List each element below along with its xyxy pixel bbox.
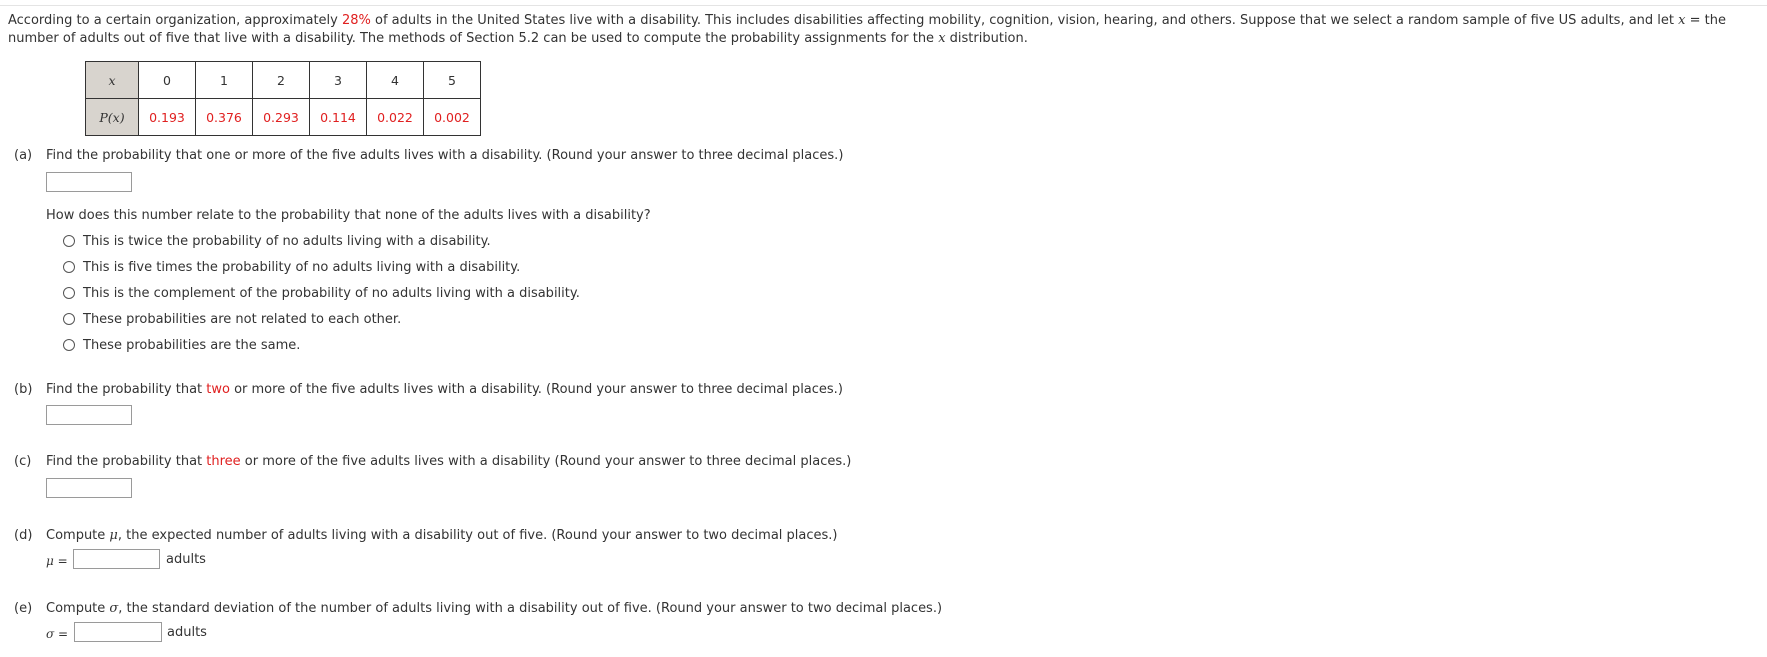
intro-text-4: distribution. (945, 31, 1028, 46)
answer-d-input[interactable] (73, 549, 160, 569)
question-a (14, 148, 843, 163)
problem-intro (8, 12, 1748, 48)
answer-b-input[interactable] (46, 405, 132, 425)
question-b-highlight: two (206, 382, 230, 397)
answer-d-unit: adults (166, 552, 206, 567)
answer-e-unit: adults (167, 625, 207, 640)
question-c-text-end: or more of the five adults lives with a disability (Round your answer to three decimal places.) (240, 454, 852, 469)
question-b-text-end: or more of the five adults lives with a disability. (Round your answer to three decimal places.) (229, 382, 843, 397)
intro-percent: 28% (341, 13, 371, 28)
px-value-cell: 0.022 (367, 99, 424, 136)
question-b (14, 382, 843, 397)
question-e-label: (e) (14, 601, 33, 616)
question-b-label: (b) (14, 382, 33, 397)
x-value-cell: 0 (139, 62, 196, 99)
x-header-cell: x (86, 62, 139, 99)
question-c (14, 454, 851, 469)
radio-icon[interactable] (63, 235, 75, 247)
option-label: These probabilities are not related to each other. (83, 311, 402, 327)
x-value-cell: 2 (253, 62, 310, 99)
x-value-cell: 1 (196, 62, 253, 99)
option-label: This is twice the probability of no adults living with a disability. (83, 233, 491, 249)
option-label: This is five times the probability of no adults living with a disability. (83, 259, 521, 275)
question-d-label: (d) (14, 528, 33, 543)
sigma-equation-label: σ = (46, 627, 69, 641)
option-label: These probabilities are the same. (83, 337, 301, 353)
intro-text-1: According to a certain organization, approximately (8, 13, 342, 28)
radio-icon[interactable] (63, 339, 75, 351)
radio-icon[interactable] (63, 287, 75, 299)
px-header-cell: P(x) (86, 99, 139, 136)
px-value-cell: 0.002 (424, 99, 481, 136)
question-c-label: (c) (14, 454, 32, 469)
question-d-text: Compute (46, 528, 110, 543)
answer-e-input[interactable] (74, 622, 162, 642)
radio-icon[interactable] (63, 261, 75, 273)
answer-a-input[interactable] (46, 172, 132, 192)
px-value-cell: 0.376 (196, 99, 253, 136)
question-d (14, 528, 837, 543)
option-complement[interactable] (63, 284, 580, 302)
px-value-cell: 0.114 (310, 99, 367, 136)
radio-icon[interactable] (63, 313, 75, 325)
mu-symbol: μ (109, 528, 118, 543)
x-value-cell: 5 (424, 62, 481, 99)
question-c-highlight: three (206, 454, 241, 469)
x-value-cell: 3 (310, 62, 367, 99)
answer-c-input[interactable] (46, 478, 132, 498)
option-label: This is the complement of the probability of no adults living with a disability. (83, 285, 580, 301)
x-value-cell: 4 (367, 62, 424, 99)
question-a-text: Find the probability that one or more of the five adults lives with a disability. (Round your answer to three decimal places.) (46, 148, 844, 163)
px-value-cell: 0.293 (253, 99, 310, 136)
question-c-text: Find the probability that (46, 454, 207, 469)
table-row-px (86, 99, 481, 136)
option-not-related[interactable] (63, 310, 401, 328)
question-e-text-end: , the standard deviation of the number of adults living with a disability out of five. (Round your answer to two decimal places.) (118, 601, 943, 616)
question-a-followup: How does this number relate to the probability that none of the adults lives with a disability? (46, 208, 651, 223)
intro-text-3: = the number of adults out of five that live with a disability. The methods of Section 5.2 can be used to compute the probability assignments for the (8, 13, 1726, 46)
intro-x-variable: x (1678, 13, 1686, 28)
question-e (14, 601, 942, 616)
table-row-x (86, 62, 481, 99)
mu-equation-label: μ = (46, 554, 68, 568)
question-e-text: Compute (46, 601, 110, 616)
option-five-times[interactable] (63, 258, 520, 276)
top-divider (0, 5, 1767, 6)
intro-x-variable-2: x (938, 31, 946, 46)
question-b-text: Find the probability that (46, 382, 207, 397)
question-a-label: (a) (14, 148, 33, 163)
distribution-table (85, 61, 481, 136)
option-twice[interactable] (63, 232, 491, 250)
sigma-symbol: σ (109, 601, 119, 616)
option-same[interactable] (63, 336, 300, 354)
question-d-text-end: , the expected number of adults living with a disability out of five. (Round your answer to two decimal places.) (117, 528, 838, 543)
px-value-cell: 0.193 (139, 99, 196, 136)
intro-text-2: of adults in the United States live with a disability. This includes disabilities affecting mobility, cognition, vision, hearing, and others. Suppose that we select a random sample of five US adults, and let (370, 13, 1675, 28)
